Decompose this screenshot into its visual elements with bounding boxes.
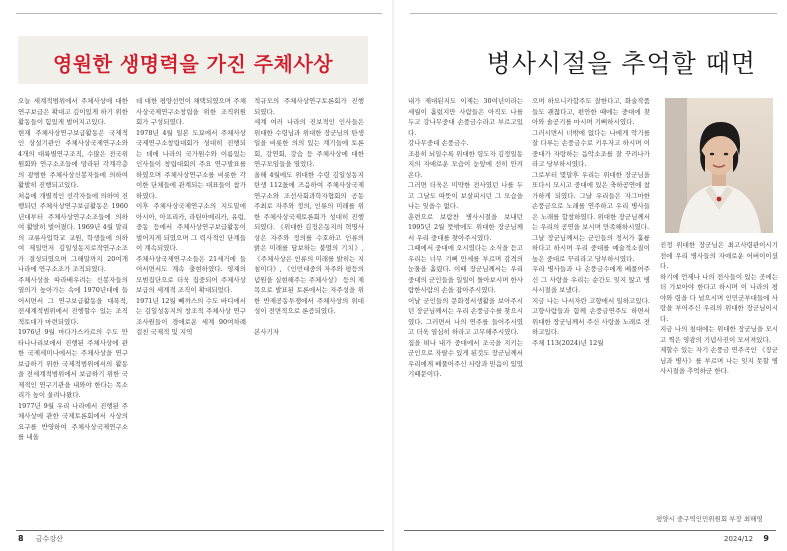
- issue-date: 2024/12: [724, 535, 754, 543]
- right-column-2: 으며 하모니카합주도 잘한다고, 화술작품들도 괜찮다고, 편안한 때에는 중대에 찾아와 솔공기를 마시며 기뻐하시였다. 그러시면서 너밖에 없다는 나에게 악기를 잘 다루는 손풍금수로 키우자고 하시며 이 중대가 자랑하는 음악소조를 잘 꾸려나가라고 당부하시였다. 그로부터 몇달후 우리는 위대한 장군님을 또다시 모시고 중대에 있은 축하공연에 참가하게 되였다. 그날 우리들은 자그마한 손풍금으로 노래를 연주하고 우리 병사들은 노래를 합창하였다. 위대한 장군님께서는 우리의 공연을 보시며 만족해하시였다. 그날 장군님께서는 군인들의 정서가 훌륭하다고 하시며 우리 중대를 예술적소질이 높은 중대로 꾸리라고 당부하시였다. 우리 병사들과 나 손풍금수에게 베풀어주신 그 사랑을 우리는 순간도 잊지 않고 병사시절을 보냈다. 지금 나는 나서자란 고향에서 일하고있다. 고향사람들과 함께 손풍금연주도 하면서 위대한 장군님께서 주신 사랑을 노래로 전하고있다. 주체 113(2024)년 12월: [532, 97, 650, 347]
- right-page: [394, 0, 787, 551]
- page-number-right: 9: [763, 534, 769, 543]
- right-column-1: 내가 제대된지도 이제는 30여년이라는 세월이 흘렀지만 사람들은 아직도 나를 두고 강나무중대 손풍금수라고 부르고있다. 강나무중대 손풍금수. 조용히 뇌일수록 위대한 령도자 김정일동지의 자애로운 모습이 눈앞에 선히 안겨온다. 그러면 더욱은 미약한 전사였던 나를 두고 그날도 따뜻이 보살피시던 그 모습을 나는 잊을수 없다. 훈련으로 보람찬 병사시절을 보내던 1995년 2월 뜻밖에도 위대한 장군님께서 우리 중대를 찾아주시였다. 그때에서 중대에 오시였다는 소식을 듣고 우리는 너무 기뻐 만세를 부르며 감격의 눈물을 흘렸다. 이때 장군님께서는 우리 중대의 군인들을 일일이 돌아보시며 한사람한사람의 손을 잡아주시였다. 이날 군인들의 문화정서생활을 보아주시던 장군님께서는 우리 손풍금수를 찾으시였다. 그러면서 나의 연주를 들어주시였고 더욱 열심히 하라고 고무해주시였다. 집을 떠나 내가 중대에서 조국을 지키는 군인으로 자랄수 있게 된것도 장군님께서 우리에게 베풀어주신 사랑과 믿음이 있었기때문이다.: [408, 97, 523, 378]
- author-signature: 평양시 중구역인민위원회 부장 최해영: [656, 515, 763, 523]
- photo-caption-text: 진정 위대한 장군님은 최고사령관이시기 전에 우리 병사들의 자애로운 어버이이셨다. 하기에 언제나 나의 전사들이 있는 곳에는 더 가보아야 한다고 하시며 이 나라의 평야와 령을 다 넘으시며 인민군부대들에 사랑을 부어주신 우리의 위대한 장군님이시다. 지금 나의 침대에는 위대한 장군님을 모시고 찍은 영광의 기념사진이 모셔져있다. 제할수 있는 자기 손풍금 연주곡인 《장군님과 병사》를 부르며 나는 잊지 못할 병사시절을 추억하군 한다.: [660, 241, 778, 375]
- article-title-left: 영원한 생명력을 가진 주체사상: [52, 52, 334, 76]
- bottom-rule-right: [404, 530, 776, 531]
- bottom-rule-left: [16, 530, 384, 531]
- portrait-illustration: [665, 98, 773, 233]
- article-title-right: 병사시절을 추억할 때면: [486, 49, 756, 78]
- top-rule: [410, 13, 777, 14]
- top-rule: [16, 13, 382, 14]
- portrait-photo: [665, 98, 773, 233]
- left-page: [0, 0, 392, 551]
- left-column-3: 적규모의 주체사상연구토론회가 진행되였다. 세계 여러 나라의 진보적인 인사들은 위대한 수령님과 위대한 장군님의 탄생일을 비롯한 의의 있는 계기들에 토론회, 강연회, 강습 등 주체사상에 대한 연구모임들을 열었다. 올해 4월에도 위대한 수령 김일성동지 탄생 112돐에 즈음하여 주체사상국제연구소와 조선사회과학자협회의 공동주최로 자주와 정의, 인류의 미래를 위한 주체사상국제토론회가 성대히 진행되였다. 《위대한 김정은동지의 혁명사상은 자주와 정의를 수호하고 인류의 밝은 미래를 담보하는 불멸의 기치》, 《주체사상은 인류의 미래를 밝히는 지침이다》, 《인민대중의 자주와 평등의 념원을 실현해주는 주체사상》 등의 제목으로 발표된 토론에서는 자주성을 위한 반제공동투쟁에서 주체사상의 위대성이 전면적으로 론증되였다. 본사기자: [254, 97, 364, 336]
- left-column-1: 오늘 세계적범위에서 주체사상에 대한 연구보급은 확대고 깊이있게 하기 위한 활동들이 힘있게 벌어지고있다. 현재 주체사상연구보급활동은 국제적인 상설기관인 주체사상국제연구소와 4개의 대륙별연구조직, 수많은 전국위원회와 연구소조들에 망라된 각계각층의 광범한 주체사상신봉자들에 의하여 활발히 진행되고있다. 처음에 개별적인 선각자들에 의하여 진행되던 주체사상연구보급활동은 1960년대부터 주체사상연구소조들에 의하여 활발히 벌어졌다. 1969년 4월 말리의 교류사업학교 교원, 학생들에 의하여 제일먼저 김일성동지로작연구소조가 결성되였으며 그해말까지 20여개 나라에 연구소조가 조직되였다. 주체사상을 따라배우려는 신봉자들의 열의가 높아가는 속에 1970년대에 들어서면서 그 연구보급활동을 대폭적, 전세계적범위에서 진행할수 있는 조직적토대가 마련되였다. 1976년 9월 마다가스카르의 수도 안타나나리보에서 진행된 주체사상에 관한 국제세미나에서는 주체사상을 연구보급하기 위한 국제적범위에서의 활동을 전세계적범위에서 보급하기 위한 국제적인 연구기관을 내와야 한다는 목소리가 높이 울려나왔다. 1977년 9월 우리 나라에서 진행된 주체사상에 관한 국제토론회에서 사상의 요구를 반영하여 주체사상국제연구소를 내올: [18, 97, 128, 441]
- page-number-left: 8: [18, 534, 24, 543]
- left-column-2: 데 대한 평양선언이 채택되였으며 주체사상국제연구소창립을 위한 조직위원회가 구성되였다. 1978년 4월 일본 도꾜에서 주체사상국제연구소창립대회가 성대히 진행되는 데에 나라의 국가원수와 이름있는 인사들이 창립대회의 주요 연구발표를 하였으며 주체사상연구소를 비롯한 각이한 단체들에 관계되는 대표들이 참가하였다. 이후 주체사상국제연구소의 지도밑에 아시아, 아프리카, 라틴아메리카, 유럽, 중동 등에서 주체사상연구보급활동이 벌어지게 되였으며 그 력사적인 단계들이 계속되였다. 주체사상국제연구소들은 21세기에 들어서면서도 계속 출현하였다. 영재의 모범집단으로 더욱 집중되어 주체사상 보급의 세계적 조직이 확대되었다. 1971년 12월 빼까스의 수도 바디에서는 김일성동지의 창조적 주체사상 연구조사원들이 경애로운 세계 90여차례 걸친 국제적 및 지역: [136, 97, 246, 336]
- folio-right: [724, 534, 769, 543]
- magazine-name: 금수강산: [35, 535, 63, 543]
- folio-left: [18, 534, 63, 544]
